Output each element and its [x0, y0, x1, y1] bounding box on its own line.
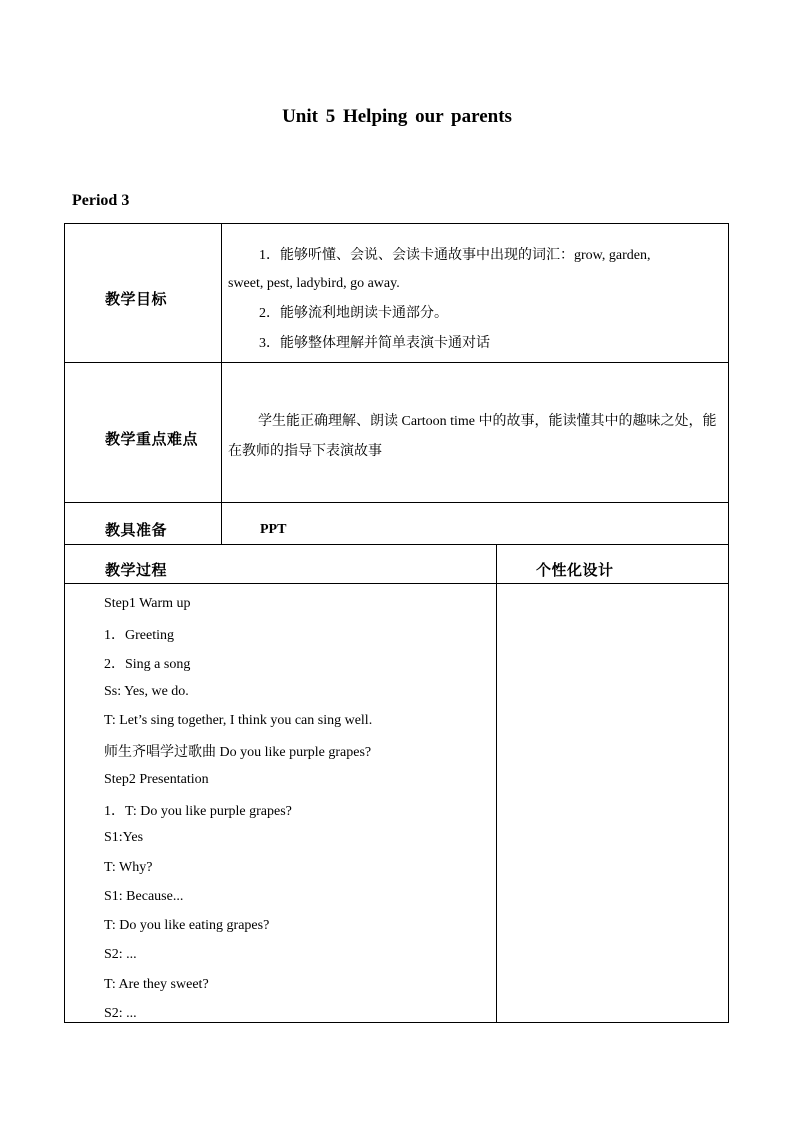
key-points-text: 学生能正确理解、朗读 Cartoon time 中的故事，能读懂其中的趣味之处，能在教师的指导下表演故事: [228, 414, 717, 459]
materials-label: 教具准备: [105, 521, 168, 539]
design-header: 个性化设计: [536, 561, 614, 579]
column-divider-design: [496, 544, 497, 1023]
row-divider-objectives: [64, 362, 729, 363]
process-line: S1:Yes: [104, 830, 144, 845]
key-points-label: 教学重点难点: [105, 430, 199, 448]
page-title: Unit 5 Helping our parents: [282, 106, 512, 127]
period-label: Period 3: [72, 192, 130, 209]
objective-line-2: sweet, pest, ladybird, go away.: [228, 276, 400, 291]
process-line: T: Let’s sing together, I think you can sing well.: [104, 713, 373, 728]
materials-value: PPT: [260, 522, 287, 537]
process-line: T: Do you like eating grapes?: [104, 918, 270, 933]
process-line: S2: ...: [104, 1006, 137, 1021]
process-line: 1．Greeting: [104, 628, 174, 643]
objectives-label: 教学目标: [105, 290, 168, 308]
process-line: 2．Sing a song: [104, 657, 191, 672]
objective-line-4: 3．能够整体理解并简单表演卡通对话: [259, 336, 490, 351]
process-line: S1: Because...: [104, 889, 184, 904]
process-line: S2: ...: [104, 947, 137, 962]
objective-line-1: 1．能够听懂、会说、会读卡通故事中出现的词汇：grow, garden,: [259, 248, 651, 263]
objective-line-3: 2．能够流利地朗读卡通部分。: [259, 306, 448, 321]
column-divider-label: [221, 223, 222, 544]
process-line: Ss: Yes, we do.: [104, 684, 189, 699]
row-divider-keypoints: [64, 502, 729, 503]
process-line: 1．T: Do you like purple grapes?: [104, 804, 292, 819]
process-line: T: Why?: [104, 860, 153, 875]
row-divider-process-header: [64, 583, 729, 584]
process-line: 师生齐唱学过歌曲 Do you like purple grapes?: [104, 745, 372, 760]
process-header: 教学过程: [105, 561, 168, 579]
process-line: T: Are they sweet?: [104, 977, 209, 992]
process-line: Step1 Warm up: [104, 596, 191, 611]
process-line: Step2 Presentation: [104, 772, 209, 787]
row-divider-materials: [64, 544, 729, 545]
